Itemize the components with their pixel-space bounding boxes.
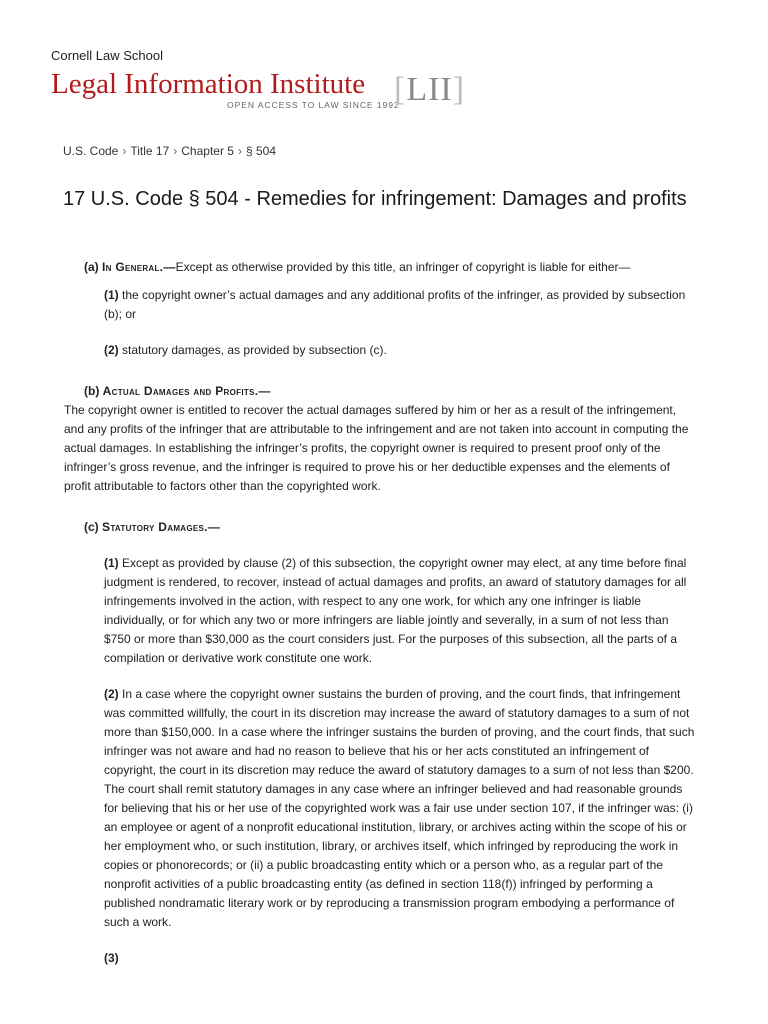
paragraph-c-2 [104, 685, 696, 932]
paragraph-c-2-label: (2) [104, 687, 119, 701]
paragraph-c-3-label: (3) [104, 951, 119, 965]
lii-logo[interactable] [51, 66, 471, 126]
lii-logo-title: Legal Information Institute [51, 68, 366, 100]
statute-text [64, 258, 696, 968]
lii-logo-mark-text: LII [406, 71, 453, 108]
subsection-a-text: Except as otherwise provided by this title, an infringer of copyright is liable for either— [175, 260, 631, 274]
school-name: Cornell Law School [51, 48, 164, 63]
subsection-c-heading-line [84, 518, 696, 537]
breadcrumb-us-code[interactable]: U.S. Code [63, 144, 119, 158]
breadcrumb-separator: › [122, 144, 127, 158]
paragraph-a-1-label: (1) [104, 288, 119, 302]
breadcrumb-title-17[interactable]: Title 17 [130, 144, 170, 158]
paragraph-a-2 [104, 341, 696, 360]
breadcrumb-separator: › [173, 144, 178, 158]
paragraph-a-1 [104, 286, 696, 324]
subsection-c-heading: Statutory Damages.— [102, 520, 221, 534]
site-header [51, 48, 471, 126]
paragraph-c-3 [104, 949, 696, 968]
page-title: 17 U.S. Code § 504 - Remedies for infringement: Damages and profits [63, 188, 687, 210]
paragraph-c-2-text: In a case where the copyright owner sustains the burden of proving, and the court finds, that infringement was committed willfully, the court in its discretion may increase the award of statutory damages to a sum of not more than $150,000. In a case where the infringer sustains the burden of proving, and the court finds, that such infringer was not aware and had no reason to believe that his or her acts constituted an infringement of copyright, the court in its discretion may reduce the award of statutory damages to a sum of not less than $200. The court shall remit statutory damages in any case where an infringer believed and had reasonable grounds for believing that his or her use of the copyrighted work was a fair use under section 107, if the infringer was: (i) an employee or agent of a nonprofit educational institution, library, or archives acting within the scope of his or her employment who, or such institution, library, or archives itself, which infringed by reproducing the work in copies or phonorecords; or (ii) a public broadcasting entity which or a person who, as a regular part of the nonprofit activities of a public broadcasting entity (as defined in section 118(f)) infringed by performing a published nondramatic literary work or by reproducing a transmission program embodying a performance of such a work. [104, 687, 695, 929]
subsection-b-heading-line [84, 382, 696, 401]
subsection-b-label: (b) [84, 384, 100, 398]
breadcrumb-separator: › [237, 144, 242, 158]
subsection-b-text: The copyright owner is entitled to recover the actual damages suffered by him or her as a result of the infringement, and any profits of the infringer that are attributable to the infringement and are not taken into account in computing the actual damages. In establishing the infringer’s profits, the copyright owner is required to present proof only of the infringer’s gross revenue, and the infringer is required to prove his or her deductible expenses and the elements of profit attributable to factors other than the copyrighted work. [64, 403, 689, 493]
paragraph-a-2-label: (2) [104, 343, 119, 357]
paragraph-a-2-text: statutory damages, as provided by subsection (c). [122, 343, 387, 357]
subsection-a-label: (a) [84, 260, 99, 274]
subsection-a [84, 258, 696, 277]
lii-logo-mark: [LII] [394, 71, 466, 108]
paragraph-c-1 [104, 554, 696, 668]
paragraph-a-1-text: the copyright owner’s actual damages and any additional profits of the infringer, as provided by subsection (b); or [104, 288, 686, 321]
breadcrumb [63, 144, 276, 158]
breadcrumb-chapter-5[interactable]: Chapter 5 [181, 144, 234, 158]
paragraph-c-1-label: (1) [104, 556, 119, 570]
subsection-c-label: (c) [84, 520, 99, 534]
lii-logo-tagline: OPEN ACCESS TO LAW SINCE 1992 [227, 100, 400, 110]
subsection-a-heading: In General.— [102, 260, 176, 274]
breadcrumb-section: § 504 [245, 144, 276, 158]
subsection-b-heading: Actual Damages and Profits.— [102, 384, 271, 398]
paragraph-c-1-text: Except as provided by clause (2) of this subsection, the copyright owner may elect, at any time before final judgment is rendered, to recover, instead of actual damages and profits, an award of statutory damages for all infringements involved in the action, with respect to any one work, for which any one infringer is liable individually, or for which any two or more infringers are liable jointly and severally, in a sum of not less than $750 or more than $30,000 as the court considers just. For the purposes of this subsection, all the parts of a compilation or derivative work constitute one work. [104, 556, 687, 665]
